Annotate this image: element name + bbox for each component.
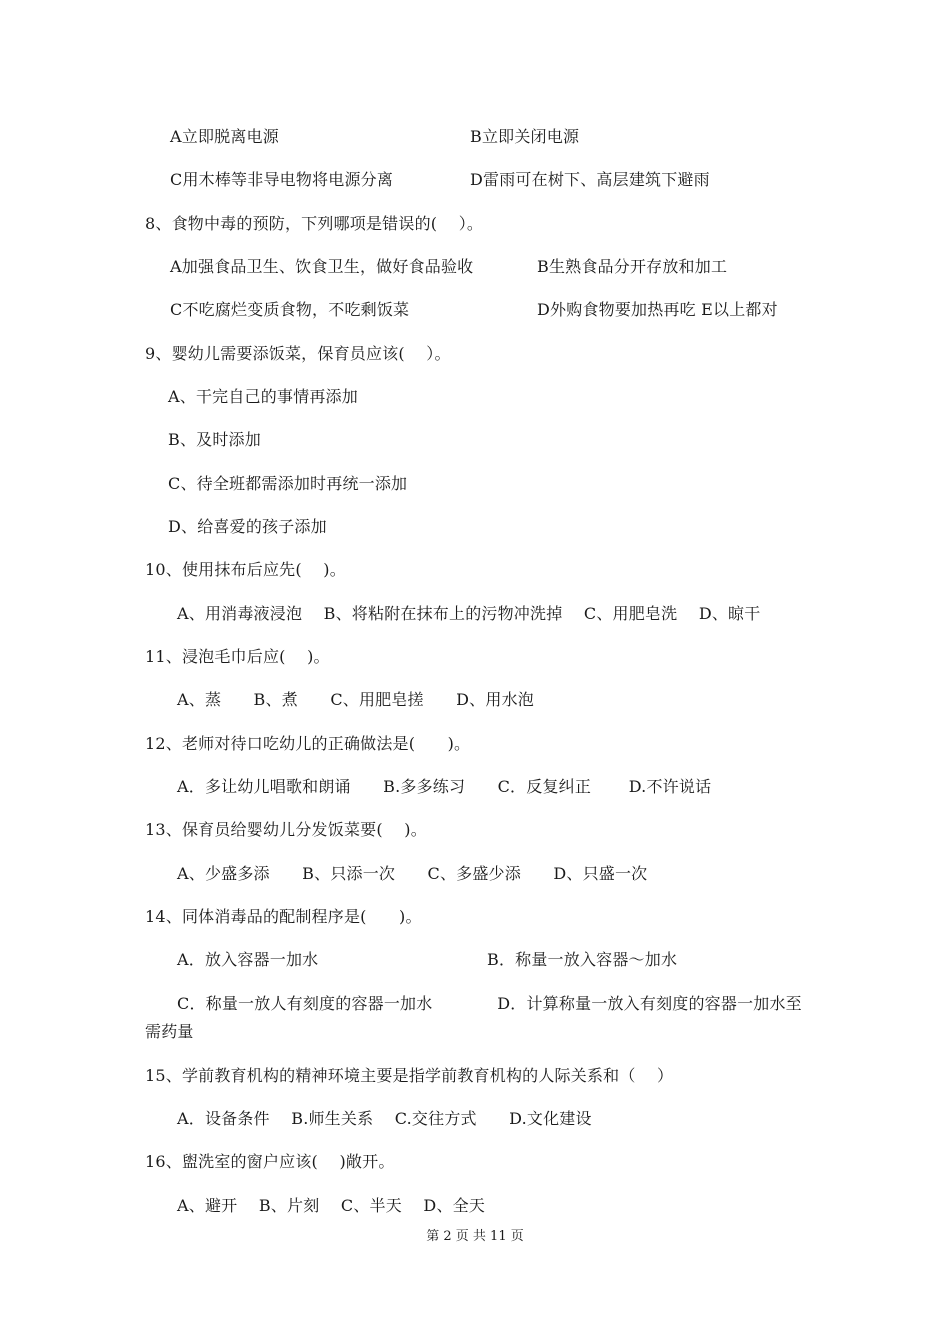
q7-option-c: C用木棒等非导电物将电源分离 (170, 170, 394, 189)
q14-stem: 14、同体消毒品的配制程序是( )。 (145, 907, 422, 926)
q14-option-cd: C．称量一放人有刻度的容器一加水 D．计算称量一放入有刻度的容器一加水至 (177, 994, 802, 1013)
q9-option-c: C、待全班都需添加时再统一添加 (168, 474, 408, 493)
q10-stem: 10、使用抹布后应先( )。 (145, 560, 346, 579)
q8-option-c: C不吃腐烂变质食物，不吃剩饭菜 (170, 300, 410, 319)
q9-stem: 9、婴幼儿需要添饭菜，保育员应该( ）。 (145, 344, 451, 363)
q8-stem: 8、食物中毒的预防，下列哪项是错误的( ）。 (145, 214, 484, 233)
q8-option-de: D外购食物要加热再吃 E以上都对 (537, 300, 778, 319)
q8-option-a: A加强食品卫生、饮食卫生，做好食品验收 (170, 257, 474, 276)
q13-stem: 13、保育员给婴幼儿分发饭菜要( )。 (145, 820, 427, 839)
q14-option-cd-continued: 需药量 (145, 1022, 194, 1041)
q14-option-a: A．放入容器一加水 (177, 950, 319, 969)
q11-stem: 11、浸泡毛巾后应( )。 (145, 647, 330, 666)
q12-stem: 12、老师对待口吃幼儿的正确做法是( )。 (145, 734, 471, 753)
q15-options: A．设备条件 B.师生关系 C.交往方式 D.文化建设 (177, 1109, 592, 1128)
q7-option-d: D雷雨可在树下、高层建筑下避雨 (470, 170, 710, 189)
q14-option-b: B．称量一放入容器～加水 (487, 950, 678, 969)
q7-option-a: A立即脱离电源 (170, 127, 279, 146)
q8-option-b: B生熟食品分开存放和加工 (537, 257, 728, 276)
q15-stem: 15、学前教育机构的精神环境主要是指学前教育机构的人际关系和（ ） (145, 1066, 674, 1085)
q9-option-a: A、干完自己的事情再添加 (168, 387, 358, 406)
q7-option-b: B立即关闭电源 (470, 127, 580, 146)
page-number-footer: 第 2 页 共 11 页 (426, 1229, 524, 1244)
q12-options: A．多让幼儿唱歌和朗诵 B.多多练习 C．反复纠正 D.不许说话 (177, 777, 712, 796)
q16-options: A、避开 B、片刻 C、半天 D、全天 (177, 1196, 486, 1215)
q13-options: A、少盛多添 B、只添一次 C、多盛少添 D、只盛一次 (177, 864, 648, 883)
q16-stem: 16、盥洗室的窗户应该( )敞开。 (145, 1152, 395, 1171)
q9-option-b: B、及时添加 (168, 430, 261, 449)
q10-options: A、用消毒液浸泡 B、将粘附在抹布上的污物冲洗掉 C、用肥皂洗 D、晾干 (177, 604, 761, 623)
q11-options: A、蒸 B、煮 C、用肥皂搓 D、用水泡 (177, 690, 534, 709)
q9-option-d: D、给喜爱的孩子添加 (168, 517, 327, 536)
